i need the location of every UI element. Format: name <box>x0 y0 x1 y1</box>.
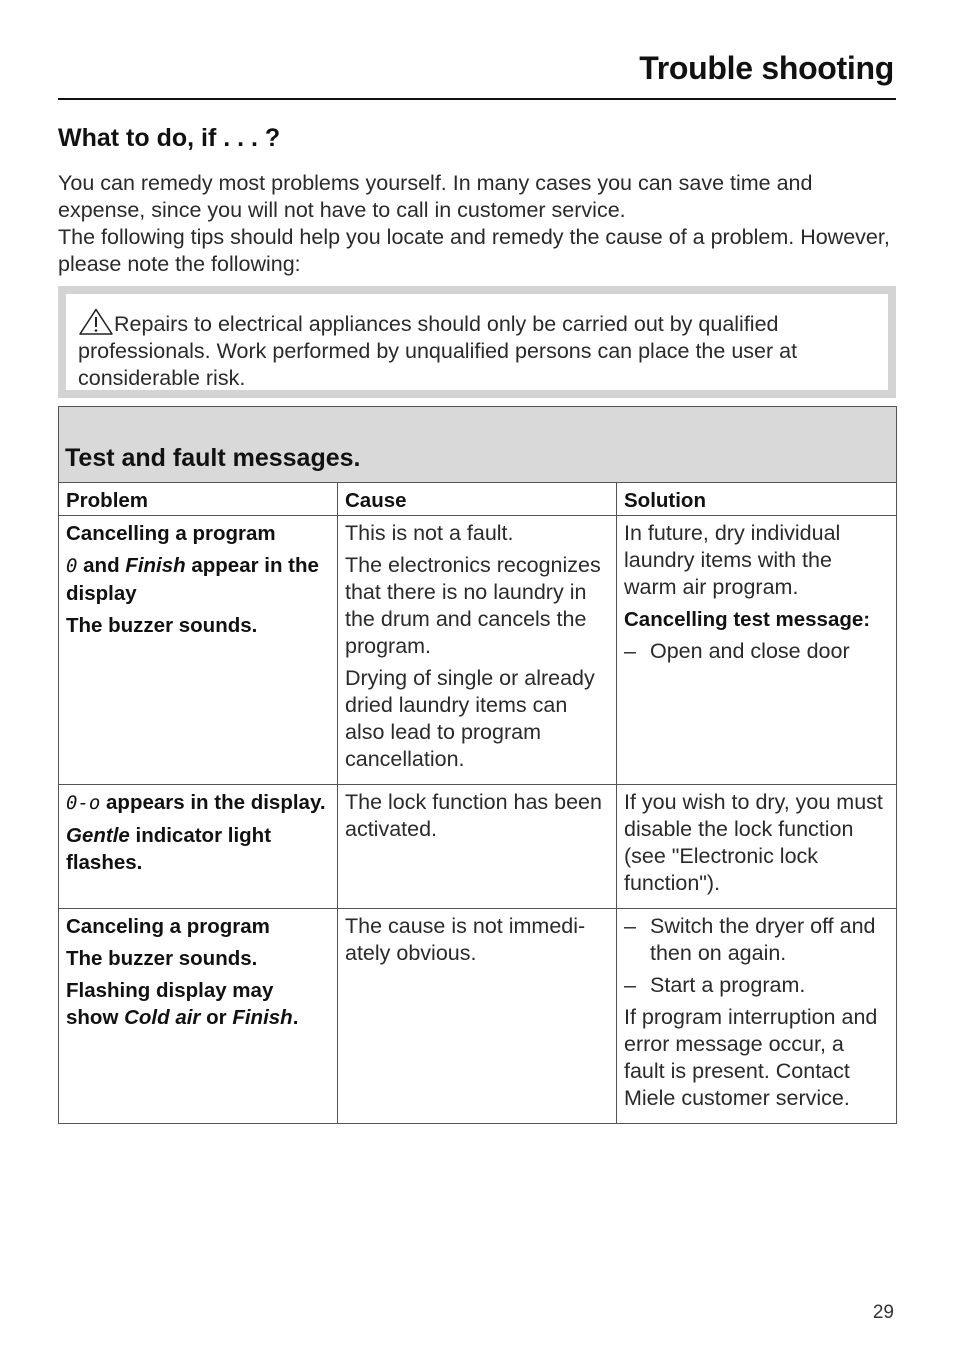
dash-bullet: – <box>624 639 636 663</box>
intro-text <box>58 170 898 278</box>
solution-paragraph: If you wish to dry, you must disable the lock function (see "Electronic lock function"). <box>624 790 883 895</box>
display-code: 0 <box>66 555 78 577</box>
section-title: What to do, if . . . ? <box>58 124 281 152</box>
warning-box <box>58 286 896 398</box>
problem-line <box>66 977 331 1031</box>
dash-bullet: – <box>624 914 636 938</box>
cause-paragraph: The electronics recognizes that there is no laundry in the drum and cancels the program. <box>345 553 601 658</box>
problem-text: Flashing display may show <box>66 979 274 1029</box>
display-word-finish: Finish <box>125 554 186 577</box>
problem-line: The buzzer sounds. <box>66 614 258 637</box>
cause-cell <box>338 909 617 1124</box>
page-number: 29 <box>872 1302 894 1323</box>
problem-cell <box>59 909 338 1124</box>
display-word-gentle: Gentle <box>66 824 130 847</box>
solution-step-text: Switch the dryer off and then on again. <box>650 914 876 965</box>
problem-line: Cancelling a program <box>66 522 276 545</box>
table-row <box>59 909 897 1124</box>
table-row <box>59 516 897 785</box>
solution-paragraph: In future, dry individual laundry items with the warm air program. <box>624 521 841 599</box>
warning-triangle-icon <box>78 308 114 335</box>
problem-text: and <box>77 554 126 577</box>
solution-cell <box>617 785 897 909</box>
solution-heading: Cancelling test message: <box>624 608 871 631</box>
solution-paragraph: If program interruption and error message occur, a fault is present. Contact Miele customer service. <box>624 1005 878 1110</box>
table-caption <box>59 407 897 483</box>
column-header-cause: Cause <box>338 483 617 516</box>
problem-text: or <box>200 1006 233 1029</box>
display-word-cold-air: Cold air <box>124 1006 201 1029</box>
page-header-title: Trouble shooting <box>639 50 894 86</box>
problem-line: The buzzer sounds. <box>66 947 258 970</box>
problem-text: indicator light flashes. <box>66 824 272 874</box>
solution-step-text: Start a program. <box>650 973 806 997</box>
display-code: 0-o <box>66 792 101 814</box>
problem-line <box>66 822 331 876</box>
fault-messages-table <box>58 406 897 1124</box>
problem-text: . <box>292 1006 299 1029</box>
cause-paragraph: The lock function has been activated. <box>345 790 602 841</box>
solution-cell <box>617 909 897 1124</box>
problem-line <box>66 789 331 817</box>
solution-step <box>624 638 890 665</box>
intro-paragraph-2: The following tips should help you locate and remedy the cause of a problem. However, please note the following: <box>58 225 890 276</box>
cause-cell <box>338 785 617 909</box>
problem-text: appear in the display <box>66 554 319 605</box>
column-header-problem: Problem <box>59 483 338 516</box>
problem-text: appears in the display. <box>100 791 326 814</box>
table-row <box>59 785 897 909</box>
table-header-row <box>59 483 897 516</box>
solution-step-text: Open and close door <box>650 639 850 663</box>
warning-text: Repairs to electrical appliances should only be carried out by qualified professionals. Work performed by unqualified persons can place the user at considerable risk. <box>78 312 798 390</box>
table-caption-text: Test and fault messages. <box>65 444 361 472</box>
dash-bullet: – <box>624 973 636 997</box>
problem-line: Canceling a program <box>66 915 270 938</box>
problem-line <box>66 552 331 607</box>
problem-cell <box>59 516 338 785</box>
cause-paragraph: This is not a fault. <box>345 521 514 545</box>
solution-step <box>624 972 890 999</box>
cause-cell <box>338 516 617 785</box>
column-header-solution: Solution <box>617 483 897 516</box>
solution-step <box>624 913 890 967</box>
problem-cell <box>59 785 338 909</box>
cause-paragraph: The cause is not immedi-ately obvious. <box>345 914 586 965</box>
cause-paragraph: Drying of single or already dried laundry items can also lead to program cancellation. <box>345 666 595 771</box>
display-word-finish: Finish <box>232 1006 293 1029</box>
intro-paragraph-1: You can remedy most problems yourself. In many cases you can save time and expense, since you will not have to call in customer service. <box>58 171 813 222</box>
header-rule <box>58 98 896 100</box>
solution-cell <box>617 516 897 785</box>
